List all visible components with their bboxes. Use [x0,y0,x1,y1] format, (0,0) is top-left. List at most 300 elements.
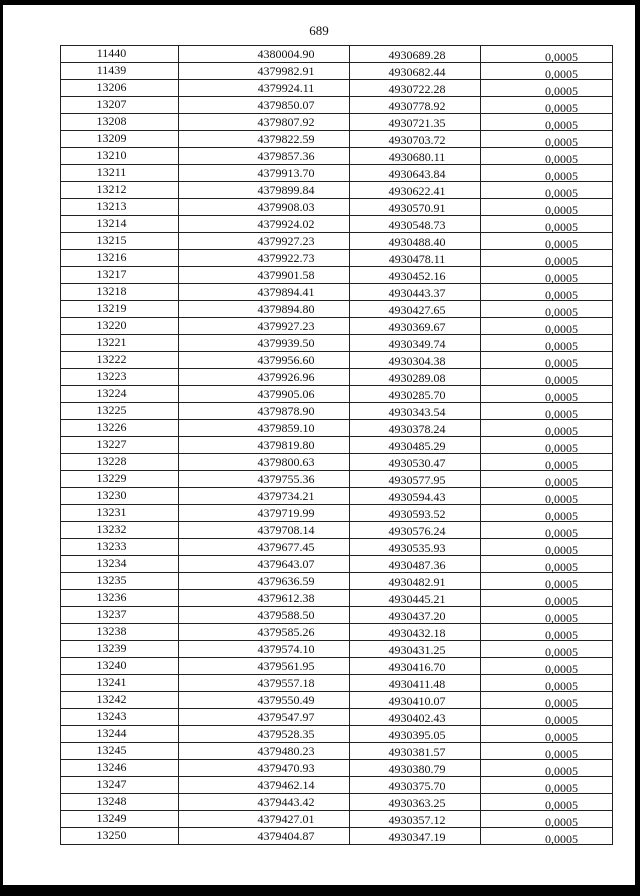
x-coordinate-cell [179,267,350,284]
cell-text: 4379547.97 [257,710,315,724]
value-cell [481,777,613,794]
cell-text: 0,0005 [545,475,578,489]
point-number-cell [61,590,179,607]
table-row [61,80,613,97]
x-coordinate-cell [179,148,350,165]
table-row [61,182,613,199]
y-coordinate-cell [350,488,481,505]
point-number-cell [61,284,179,301]
cell-text: 4930363.25 [388,796,446,810]
y-coordinate-cell [350,811,481,828]
cell-text: 4930411.48 [388,677,446,691]
cell-text: 4930594.43 [388,490,446,504]
table-row [61,148,613,165]
cell-text: 13208 [96,114,127,128]
value-cell [481,488,613,505]
x-coordinate-cell [179,828,350,845]
cell-text: 4930535.93 [388,541,446,555]
cell-text: 4930431.25 [388,643,446,657]
y-coordinate-cell [350,165,481,182]
point-number-cell [61,505,179,522]
cell-text: 0,0005 [545,560,578,574]
point-number-cell [61,318,179,335]
cell-text: 4379807.92 [257,115,315,129]
cell-text: 13232 [96,522,127,536]
cell-text: 4930487.36 [388,558,446,572]
value-cell [481,675,613,692]
x-coordinate-cell [179,46,350,63]
x-coordinate-cell [179,420,350,437]
x-coordinate-cell [179,165,350,182]
table-row [61,114,613,131]
point-number-cell [61,692,179,709]
y-coordinate-cell [350,743,481,760]
table-row [61,97,613,114]
cell-text: 13241 [96,675,127,689]
cell-text: 13223 [96,369,127,383]
y-coordinate-cell [350,46,481,63]
y-coordinate-cell [350,420,481,437]
point-number-cell [61,301,179,318]
point-number-cell [61,386,179,403]
y-coordinate-cell [350,573,481,590]
cell-text: 4930304.38 [388,354,446,368]
cell-text: 4930682.44 [388,65,446,79]
cell-text: 0,0005 [545,713,578,727]
cell-text: 0,0005 [545,526,578,540]
table-row [61,743,613,760]
value-cell [481,556,613,573]
y-coordinate-cell [350,437,481,454]
x-coordinate-cell [179,454,350,471]
y-coordinate-cell [350,454,481,471]
value-cell [481,114,613,131]
cell-text: 4930485.29 [388,439,446,453]
cell-text: 13209 [96,131,127,145]
y-coordinate-cell [350,556,481,573]
value-cell [481,97,613,114]
cell-text: 4379899.84 [257,183,315,197]
cell-text: 0,0005 [545,118,578,132]
y-coordinate-cell [350,199,481,216]
cell-text: 4379588.50 [257,608,315,622]
y-coordinate-cell [350,267,481,284]
cell-text: 4379557.18 [257,676,315,690]
table-row [61,522,613,539]
y-coordinate-cell [350,624,481,641]
table-row [61,199,613,216]
table-row [61,335,613,352]
cell-text: 4930375.70 [388,779,446,793]
cell-text: 13217 [96,267,127,281]
point-number-cell [61,216,179,233]
cell-text: 4379924.11 [257,81,315,95]
point-number-cell [61,573,179,590]
y-coordinate-cell [350,675,481,692]
x-coordinate-cell [179,199,350,216]
cell-text: 4930349.74 [388,337,446,351]
value-cell [481,794,613,811]
y-coordinate-cell [350,182,481,199]
cell-text: 13242 [96,692,127,706]
y-coordinate-cell [350,539,481,556]
value-cell [481,46,613,63]
y-coordinate-cell [350,692,481,709]
cell-text: 13215 [96,233,127,247]
cell-text: 0,0005 [545,390,578,404]
cell-text: 4930410.07 [388,694,446,708]
table-row [61,386,613,403]
point-number-cell [61,165,179,182]
cell-text: 13246 [96,760,127,774]
x-coordinate-cell [179,726,350,743]
value-cell [481,301,613,318]
table-row [61,454,613,471]
point-number-cell [61,148,179,165]
cell-text: 4379982.91 [257,64,315,78]
x-coordinate-cell [179,794,350,811]
cell-text: 0,0005 [545,101,578,115]
y-coordinate-cell [350,386,481,403]
table-row [61,301,613,318]
cell-text: 13245 [96,743,127,757]
cell-text: 4379956.60 [257,353,315,367]
table-row [61,675,613,692]
x-coordinate-cell [179,97,350,114]
cell-text: 0,0005 [545,747,578,761]
cell-text: 4930378.24 [388,422,446,436]
table-row [61,233,613,250]
cell-text: 0,0005 [545,781,578,795]
cell-text: 13221 [96,335,127,349]
point-number-cell [61,437,179,454]
cell-text: 11440 [96,46,127,60]
cell-text: 4930593.52 [388,507,446,521]
cell-text: 13235 [96,573,127,587]
point-number-cell [61,675,179,692]
cell-text: 4930285.70 [388,388,446,402]
point-number-cell [61,522,179,539]
cell-text: 4930703.72 [388,133,446,147]
point-number-cell [61,267,179,284]
cell-text: 4379822.59 [257,132,315,146]
y-coordinate-cell [350,233,481,250]
cell-text: 4379755.36 [257,472,315,486]
cell-text: 4930548.73 [388,218,446,232]
value-cell [481,250,613,267]
value-cell [481,522,613,539]
x-coordinate-cell [179,573,350,590]
cell-text: 4930437.20 [388,609,446,623]
cell-text: 13240 [96,658,127,672]
cell-text: 13250 [96,828,127,842]
table-row [61,369,613,386]
cell-text: 13239 [96,641,127,655]
cell-text: 0,0005 [545,696,578,710]
cell-text: 4930488.40 [388,235,446,249]
cell-text: 0,0005 [545,628,578,642]
cell-text: 13237 [96,607,127,621]
value-cell [481,420,613,437]
cell-text: 0,0005 [545,305,578,319]
cell-text: 4380004.90 [257,47,315,61]
point-number-cell [61,369,179,386]
y-coordinate-cell [350,505,481,522]
x-coordinate-cell [179,624,350,641]
coordinates-table-body [61,46,613,845]
y-coordinate-cell [350,794,481,811]
x-coordinate-cell [179,811,350,828]
point-number-cell [61,97,179,114]
table-row [61,811,613,828]
cell-text: 13207 [96,97,127,111]
cell-text: 4379857.36 [257,149,315,163]
cell-text: 4379924.02 [257,217,315,231]
x-coordinate-cell [179,522,350,539]
x-coordinate-cell [179,675,350,692]
cell-text: 13211 [96,165,127,179]
cell-text: 4379574.10 [257,642,315,656]
table-row [61,250,613,267]
value-cell [481,573,613,590]
table-row [61,777,613,794]
cell-text: 0,0005 [545,84,578,98]
point-number-cell [61,471,179,488]
point-number-cell [61,199,179,216]
point-number-cell [61,131,179,148]
cell-text: 4379859.10 [257,421,315,435]
x-coordinate-cell [179,590,350,607]
point-number-cell [61,607,179,624]
cell-text: 4930576.24 [388,524,446,538]
value-cell [481,80,613,97]
cell-text: 4379462.14 [257,778,315,792]
table-row [61,46,613,63]
cell-text: 13214 [96,216,127,230]
y-coordinate-cell [350,114,481,131]
cell-text: 0,0005 [545,832,578,846]
value-cell [481,692,613,709]
cell-text: 13243 [96,709,127,723]
cell-text: 0,0005 [545,730,578,744]
cell-text: 13227 [96,437,127,451]
point-number-cell [61,182,179,199]
cell-text: 4930722.28 [388,82,446,96]
cell-text: 4379922.73 [257,251,315,265]
cell-text: 13220 [96,318,127,332]
x-coordinate-cell [179,63,350,80]
x-coordinate-cell [179,80,350,97]
point-number-cell [61,743,179,760]
cell-text: 4930445.21 [388,592,446,606]
cell-text: 13216 [96,250,127,264]
table-row [61,760,613,777]
table-row [61,63,613,80]
table-row [61,692,613,709]
table-row [61,352,613,369]
cell-text: 4379878.90 [257,404,315,418]
cell-text: 4379480.23 [257,744,315,758]
point-number-cell [61,250,179,267]
table-row [61,607,613,624]
value-cell [481,386,613,403]
cell-text: 13224 [96,386,127,400]
table-row [61,624,613,641]
x-coordinate-cell [179,182,350,199]
cell-text: 0,0005 [545,50,578,64]
x-coordinate-cell [179,403,350,420]
table-row [61,284,613,301]
value-cell [481,743,613,760]
point-number-cell [61,114,179,131]
cell-text: 4379939.50 [257,336,315,350]
page-number: 689 [309,23,329,38]
cell-text: 4930369.67 [388,320,446,334]
y-coordinate-cell [350,250,481,267]
cell-text: 0,0005 [545,509,578,523]
cell-text: 4930721.35 [388,116,446,130]
x-coordinate-cell [179,318,350,335]
value-cell [481,216,613,233]
value-cell [481,267,613,284]
cell-text: 0,0005 [545,203,578,217]
cell-text: 4930452.16 [388,269,446,283]
value-cell [481,505,613,522]
cell-text: 4379894.41 [257,285,315,299]
cell-text: 4379927.23 [257,234,315,248]
x-coordinate-cell [179,471,350,488]
cell-text: 13213 [96,199,127,213]
x-coordinate-cell [179,641,350,658]
cell-text: 4930347.19 [388,830,446,844]
y-coordinate-cell [350,335,481,352]
cell-text: 0,0005 [545,271,578,285]
point-number-cell [61,80,179,97]
y-coordinate-cell [350,148,481,165]
cell-text: 4930680.11 [388,150,446,164]
point-number-cell [61,658,179,675]
value-cell [481,454,613,471]
cell-text: 4379561.95 [257,659,315,673]
cell-text: 0,0005 [545,254,578,268]
value-cell [481,709,613,726]
cell-text: 13249 [96,811,127,825]
cell-text: 0,0005 [545,492,578,506]
point-number-cell [61,335,179,352]
cell-text: 4930689.28 [388,48,446,62]
point-number-cell [61,63,179,80]
table-row [61,165,613,182]
value-cell [481,471,613,488]
x-coordinate-cell [179,131,350,148]
point-number-cell [61,420,179,437]
y-coordinate-cell [350,216,481,233]
cell-text: 13219 [96,301,127,315]
table-row [61,539,613,556]
table-row [61,437,613,454]
cell-text: 4379643.07 [257,557,315,571]
cell-text: 13218 [96,284,127,298]
cell-text: 4379404.87 [257,829,315,843]
cell-text: 4930577.95 [388,473,446,487]
cell-text: 4379612.38 [257,591,315,605]
value-cell [481,284,613,301]
point-number-cell [61,641,179,658]
value-cell [481,760,613,777]
table-row [61,641,613,658]
cell-text: 4930530.47 [388,456,446,470]
cell-text: 4930622.41 [388,184,446,198]
x-coordinate-cell [179,760,350,777]
cell-text: 13248 [96,794,127,808]
cell-text: 0,0005 [545,594,578,608]
x-coordinate-cell [179,352,350,369]
cell-text: 4379800.63 [257,455,315,469]
cell-text: 4930357.12 [388,813,446,827]
cell-text: 0,0005 [545,67,578,81]
y-coordinate-cell [350,318,481,335]
value-cell [481,352,613,369]
cell-text: 0,0005 [545,237,578,251]
value-cell [481,318,613,335]
cell-text: 13212 [96,182,127,196]
cell-text: 0,0005 [545,458,578,472]
x-coordinate-cell [179,505,350,522]
x-coordinate-cell [179,437,350,454]
cell-text: 0,0005 [545,373,578,387]
cell-text: 4379927.23 [257,319,315,333]
cell-text: 13244 [96,726,127,740]
x-coordinate-cell [179,539,350,556]
cell-text: 4379585.26 [257,625,315,639]
cell-text: 4930482.91 [388,575,446,589]
y-coordinate-cell [350,369,481,386]
cell-text: 4379550.49 [257,693,315,707]
value-cell [481,658,613,675]
cell-text: 13228 [96,454,127,468]
cell-text: 13225 [96,403,127,417]
y-coordinate-cell [350,97,481,114]
cell-text: 13229 [96,471,127,485]
cell-text: 0,0005 [545,424,578,438]
cell-text: 0,0005 [545,577,578,591]
cell-text: 0,0005 [545,815,578,829]
x-coordinate-cell [179,488,350,505]
x-coordinate-cell [179,216,350,233]
cell-text: 4379470.93 [257,761,315,775]
value-cell [481,607,613,624]
cell-text: 0,0005 [545,407,578,421]
cell-text: 0,0005 [545,798,578,812]
table-row [61,590,613,607]
cell-text: 0,0005 [545,679,578,693]
x-coordinate-cell [179,301,350,318]
cell-text: 4930381.57 [388,745,446,759]
value-cell [481,182,613,199]
cell-text: 0,0005 [545,764,578,778]
table-row [61,709,613,726]
y-coordinate-cell [350,403,481,420]
table-row [61,267,613,284]
cell-text: 13226 [96,420,127,434]
cell-text: 13233 [96,539,127,553]
y-coordinate-cell [350,760,481,777]
table-row [61,573,613,590]
value-cell [481,63,613,80]
y-coordinate-cell [350,284,481,301]
cell-text: 0,0005 [545,322,578,336]
cell-text: 4930343.54 [388,405,446,419]
